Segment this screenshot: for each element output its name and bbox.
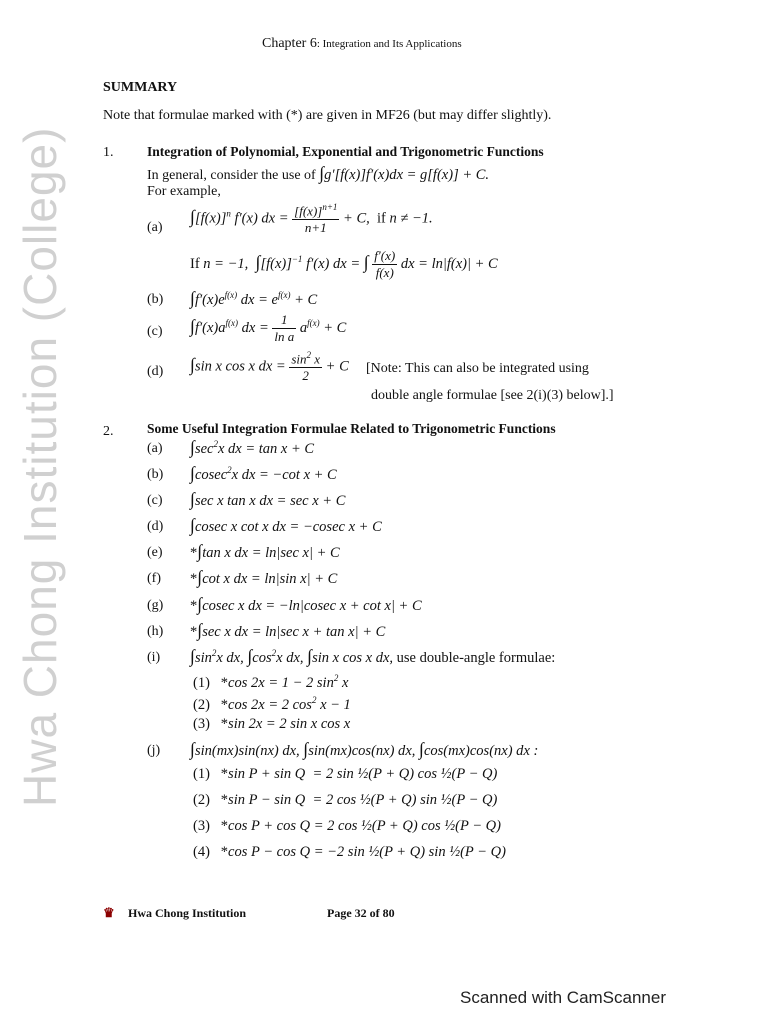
formula-1b: $\int f'(x)e^{f(x)}$ dx = $e^{f(x)} + C$ xyxy=(190,288,318,308)
formula-2h: *∫sec x dx = ln|sec x + tan x| + C xyxy=(190,620,386,640)
identity-i2: (2) *cos 2x = 2 $\cos^2 x - 1$ xyxy=(193,695,351,713)
identity-j2: (2) *sin P − sin Q = 2 cos ½(P + Q) sin ½(P − Q) xyxy=(193,792,498,808)
item-2d-label: (d) xyxy=(147,519,164,534)
formula-1d: ∫sin x cos x dx = $\frac{\sin^2 x}{2}$ + C xyxy=(190,350,349,384)
item-2h-label: (h) xyxy=(147,624,164,639)
formula-2d: ∫cosec x cot x dx = −cosec x + C xyxy=(190,515,382,535)
mf26-note: Note that formulae marked with (*) are given in MF26 (but may differ slightly). xyxy=(103,108,552,123)
institution-logo: ♛ xyxy=(103,905,115,920)
item-1b-label: (b) xyxy=(147,292,164,307)
item-1a-label: (a) xyxy=(147,220,163,235)
section1-title: Integration of Polynomial, Exponential and Trigonometric Functions xyxy=(147,144,544,159)
identity-j3: (3) *cos P + cos Q = 2 cos ½(P + Q) cos ½(P − Q) xyxy=(193,818,501,834)
page-header xyxy=(262,35,462,52)
section1-number: 1. xyxy=(103,145,114,160)
item-2b-label: (b) xyxy=(147,467,164,482)
formula-1c: $\int f'(x)a^{f(x)}$ dx = $\frac{1}{\text{ln a}}$ $a^{f(x)} + C$ xyxy=(190,312,347,344)
identity-j4: (4) *cos P − cos Q = −2 sin ½(P + Q) sin ½(P − Q) xyxy=(193,844,506,860)
camscanner-label: Scanned with CamScanner xyxy=(460,988,667,1007)
formula-2b: ∫cosec$^2$x dx = −cot x + C xyxy=(190,463,337,483)
formula-1a: $\int[f(x)]^n$ f′(x) dx = $\frac{[f(x)]^{n+1}}{n+1}$ + C, if n ≠ −1. xyxy=(190,202,433,236)
identity-j1: (1) *sin P + sin Q = 2 sin ½(P + Q) cos ½(P − Q) xyxy=(193,766,498,782)
item-2i-label: (i) xyxy=(147,650,161,665)
formula-1a-n-minus-1: If n = −1, $\int[f(x)]^{-1}$ f′(x) dx = ∫ $\frac{f'(x)}{f(x)}$ dx = ln|f(x)| + C xyxy=(190,248,498,280)
chapter-label: Chapter 6 xyxy=(262,36,317,51)
item-1d-label: (d) xyxy=(147,364,164,379)
formula-2j: ∫sin(mx)sin(nx) dx, ∫sin(mx)cos(nx) dx, ∫cos(mx)cos(nx) dx : xyxy=(190,739,539,759)
formula-2a: $\int\sec^2x$ dx = tan x + C xyxy=(190,437,315,457)
institution-name: Hwa Chong Institution xyxy=(128,906,247,920)
identity-i1: (1) *cos 2x = 1 − 2 $\sin^2 x$ xyxy=(193,673,349,691)
item-1c-label: (c) xyxy=(147,324,163,339)
item-2j-label: (j) xyxy=(147,743,161,758)
section1-intro xyxy=(147,163,489,184)
item-2c-label: (c) xyxy=(147,493,163,508)
for-example: For example, xyxy=(147,184,221,199)
section2-title: Some Useful Integration Formulae Related to Trigonometric Functions xyxy=(147,421,556,436)
item-2f-label: (f) xyxy=(147,571,161,586)
page-number: Page 32 of 80 xyxy=(327,906,395,920)
chapter-subtitle: : Integration and Its Applications xyxy=(316,38,462,50)
section1-intro-text: In general, consider the use of xyxy=(147,168,316,183)
summary-heading: SUMMARY xyxy=(103,80,178,95)
note-d-line2: double angle formulae [see 2(i)(3) below].] xyxy=(371,388,614,403)
section2-number: 2. xyxy=(103,424,114,439)
watermark: Hwa Chong Institution (College) xyxy=(14,126,66,807)
item-2a-label: (a) xyxy=(147,441,163,456)
note-d-line1: [Note: This can also be integrated using xyxy=(366,361,589,376)
item-2g-label: (g) xyxy=(147,598,164,613)
item-2e-label: (e) xyxy=(147,545,163,560)
formula-2f: *∫cot x dx = ln|sin x| + C xyxy=(190,567,338,587)
formula-2i: $\int\sin^2x$ dx, $\int\cos^2x$ dx, ∫sin x cos x dx, use double-angle formulae: xyxy=(190,646,556,666)
formula-2g: *∫cosec x dx = −ln|cosec x + cot x| + C xyxy=(190,594,422,614)
formula-2c: ∫sec x tan x dx = sec x + C xyxy=(190,489,346,509)
general-formula: ∫g′[f(x)]f′(x)dx = g[f(x)] + C. xyxy=(319,163,490,183)
formula-2e: *∫tan x dx = ln|sec x| + C xyxy=(190,541,340,561)
identity-i3: (3) *sin 2x = 2 sin x cos x xyxy=(193,716,351,732)
